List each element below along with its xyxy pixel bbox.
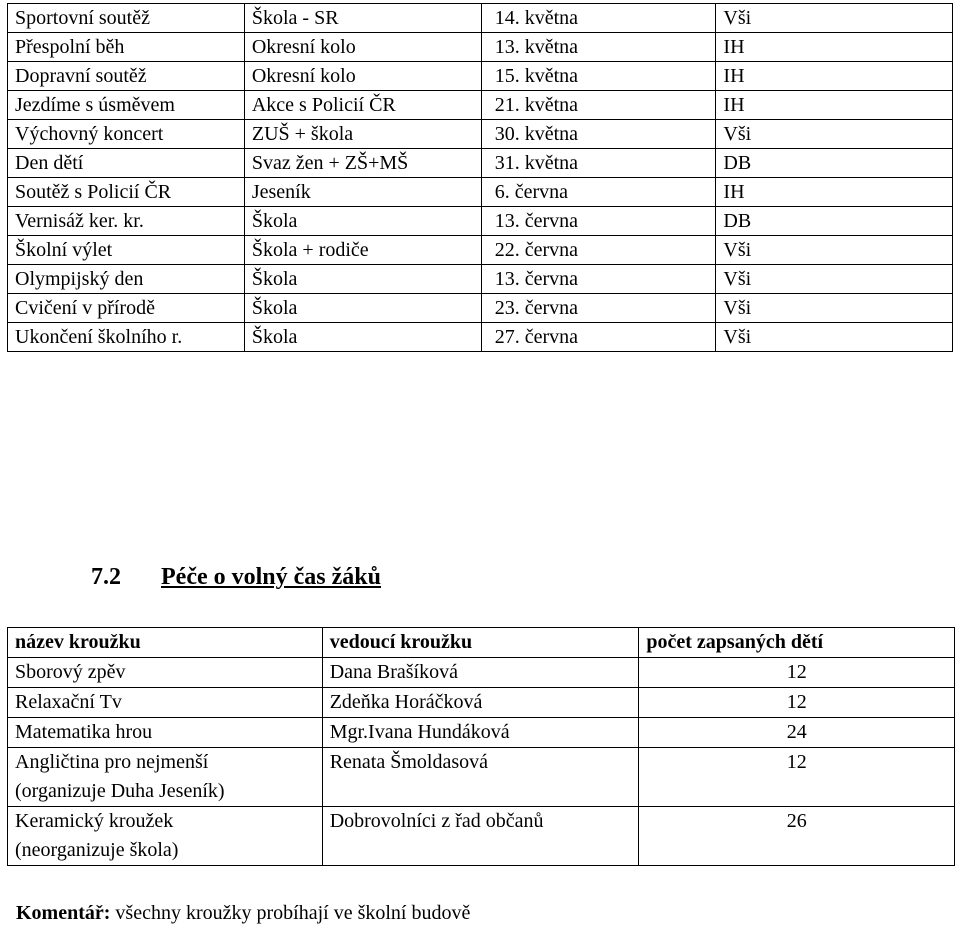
club-name-note: (organizuje Duha Jeseník) <box>15 780 225 802</box>
event-name: Olympijský den <box>8 265 245 294</box>
club-enrolled-count: 12 <box>639 688 955 718</box>
club-name <box>8 658 323 688</box>
club-name-line: Matematika hrou <box>15 721 153 743</box>
club-name-line: Angličtina pro nejmenší <box>15 751 209 773</box>
event-responsible: DB <box>716 207 953 236</box>
event-row <box>8 265 953 294</box>
event-responsible: Vši <box>716 265 953 294</box>
event-row <box>8 294 953 323</box>
club-leader: Renata Šmoldasová <box>322 748 639 807</box>
club-name-line: Sborový zpěv <box>15 661 126 683</box>
event-name: Dopravní soutěž <box>8 62 245 91</box>
section-number: 7.2 <box>91 564 121 590</box>
event-date: 21. května <box>481 91 716 120</box>
event-date: 30. května <box>481 120 716 149</box>
event-date: 23. června <box>481 294 716 323</box>
event-date: 22. června <box>481 236 716 265</box>
event-date: 14. května <box>481 4 716 33</box>
event-responsible: IH <box>716 91 953 120</box>
club-row <box>8 807 955 866</box>
event-date: 13. června <box>481 265 716 294</box>
event-row <box>8 207 953 236</box>
event-date: 15. května <box>481 62 716 91</box>
clubs-header-row <box>8 628 955 658</box>
event-name: Jezdíme s úsměvem <box>8 91 245 120</box>
comment-text: všechny kroužky probíhají ve školní budově <box>110 902 471 924</box>
comment <box>16 899 470 927</box>
event-responsible: Vši <box>716 236 953 265</box>
comment-label: Komentář: <box>16 902 111 924</box>
event-date: 31. května <box>481 149 716 178</box>
club-enrolled-count: 12 <box>639 658 955 688</box>
club-row <box>8 688 955 718</box>
club-name-line: Keramický kroužek <box>15 810 174 832</box>
club-name <box>8 807 323 866</box>
event-organizer: Jeseník <box>244 178 481 207</box>
event-name: Cvičení v přírodě <box>8 294 245 323</box>
event-responsible: Vši <box>716 294 953 323</box>
club-name <box>8 748 323 807</box>
club-leader: Dobrovolníci z řad občanů <box>322 807 639 866</box>
event-organizer: Akce s Policií ČR <box>244 91 481 120</box>
event-date: 13. června <box>481 207 716 236</box>
event-organizer: Škola + rodiče <box>244 236 481 265</box>
event-responsible: Vši <box>716 120 953 149</box>
event-date: 13. května <box>481 33 716 62</box>
club-row <box>8 718 955 748</box>
event-name: Sportovní soutěž <box>8 4 245 33</box>
club-leader: Mgr.Ivana Hundáková <box>322 718 639 748</box>
event-row <box>8 178 953 207</box>
event-row <box>8 62 953 91</box>
section-heading <box>91 562 381 592</box>
club-name <box>8 688 323 718</box>
event-responsible: Vši <box>716 4 953 33</box>
event-responsible: DB <box>716 149 953 178</box>
header-club-leader: vedoucí kroužku <box>322 628 639 658</box>
header-club-name: název kroužku <box>8 628 323 658</box>
event-row <box>8 91 953 120</box>
clubs-table <box>7 627 955 866</box>
event-name: Přespolní běh <box>8 33 245 62</box>
clubs-table-body <box>8 628 955 866</box>
event-organizer: Okresní kolo <box>244 33 481 62</box>
club-leader: Zdeňka Horáčková <box>322 688 639 718</box>
event-organizer: Škola <box>244 265 481 294</box>
event-row <box>8 33 953 62</box>
events-table <box>7 3 953 352</box>
event-organizer: Škola <box>244 323 481 352</box>
event-responsible: IH <box>716 33 953 62</box>
event-name: Výchovný koncert <box>8 120 245 149</box>
event-row <box>8 120 953 149</box>
club-name-note: (neorganizuje škola) <box>15 839 179 861</box>
event-organizer: Škola <box>244 207 481 236</box>
event-row <box>8 4 953 33</box>
club-row <box>8 658 955 688</box>
club-enrolled-count: 26 <box>639 807 955 866</box>
event-row <box>8 149 953 178</box>
event-organizer: Škola <box>244 294 481 323</box>
event-name: Soutěž s Policií ČR <box>8 178 245 207</box>
event-organizer: Škola - SR <box>244 4 481 33</box>
club-row <box>8 748 955 807</box>
event-date: 27. června <box>481 323 716 352</box>
events-table-body <box>8 4 953 352</box>
header-enrolled-count: počet zapsaných dětí <box>639 628 955 658</box>
event-name: Ukončení školního r. <box>8 323 245 352</box>
section-title: Péče o volný čas žáků <box>161 564 381 590</box>
club-name <box>8 718 323 748</box>
event-name: Den dětí <box>8 149 245 178</box>
club-name-line: Relaxační Tv <box>15 691 122 713</box>
event-name: Vernisáž ker. kr. <box>8 207 245 236</box>
club-enrolled-count: 24 <box>639 718 955 748</box>
event-organizer: Svaz žen + ZŠ+MŠ <box>244 149 481 178</box>
event-organizer: Okresní kolo <box>244 62 481 91</box>
event-row <box>8 236 953 265</box>
event-date: 6. června <box>481 178 716 207</box>
event-row <box>8 323 953 352</box>
club-enrolled-count: 12 <box>639 748 955 807</box>
event-responsible: Vši <box>716 323 953 352</box>
event-responsible: IH <box>716 62 953 91</box>
event-name: Školní výlet <box>8 236 245 265</box>
club-leader: Dana Brašíková <box>322 658 639 688</box>
event-responsible: IH <box>716 178 953 207</box>
event-organizer: ZUŠ + škola <box>244 120 481 149</box>
